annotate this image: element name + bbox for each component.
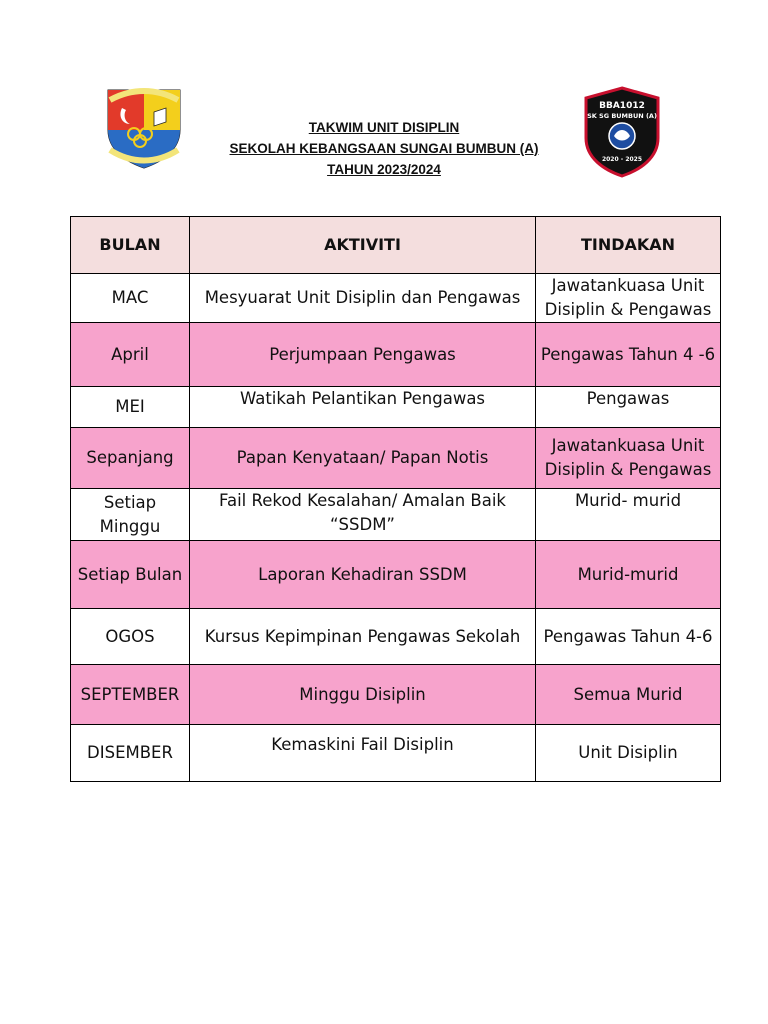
school-crest-logo xyxy=(104,86,184,170)
cell-tindakan: Murid- murid xyxy=(536,489,721,541)
cell-bulan: MAC xyxy=(71,274,190,323)
header-title: TAKWIM UNIT DISIPLIN xyxy=(308,120,460,135)
cell-tindakan: Pengawas Tahun 4 -6 xyxy=(536,323,721,387)
table-row xyxy=(71,665,721,725)
cell-aktiviti: Kursus Kepimpinan Pengawas Sekolah xyxy=(190,609,536,665)
table-row xyxy=(71,323,721,387)
cell-tindakan: Pengawas Tahun 4-6 xyxy=(536,609,721,665)
table-row xyxy=(71,387,721,428)
column-header-aktiviti: AKTIVITI xyxy=(190,217,536,274)
table-row xyxy=(71,609,721,665)
table-row xyxy=(71,428,721,489)
table-row xyxy=(71,489,721,541)
cell-tindakan: Semua Murid xyxy=(536,665,721,725)
column-header-bulan: BULAN xyxy=(71,217,190,274)
cell-aktiviti: Papan Kenyataan/ Papan Notis xyxy=(190,428,536,489)
column-header-tindakan: TINDAKAN xyxy=(536,217,721,274)
unit-emblem-logo xyxy=(582,86,662,178)
cell-aktiviti: Minggu Disiplin xyxy=(190,665,536,725)
header-year: TAHUN 2023/2024 xyxy=(327,162,441,177)
cell-aktiviti: Mesyuarat Unit Disiplin dan Pengawas xyxy=(190,274,536,323)
cell-bulan: DISEMBER xyxy=(71,725,190,782)
svg-text:2020 - 2025: 2020 - 2025 xyxy=(601,156,643,163)
svg-text:BBA1012: BBA1012 xyxy=(599,101,645,111)
svg-text:SK SG BUMBUN (A): SK SG BUMBUN (A) xyxy=(587,112,657,120)
cell-tindakan: Jawatankuasa Unit Disiplin & Pengawas xyxy=(536,274,721,323)
cell-aktiviti: Laporan Kehadiran SSDM xyxy=(190,541,536,609)
cell-aktiviti: Watikah Pelantikan Pengawas xyxy=(190,387,536,428)
cell-bulan: Setiap Bulan xyxy=(71,541,190,609)
table-row xyxy=(71,541,721,609)
table-header-row xyxy=(71,217,721,274)
cell-bulan: OGOS xyxy=(71,609,190,665)
cell-bulan: MEI xyxy=(71,387,190,428)
cell-tindakan: Jawatankuasa Unit Disiplin & Pengawas xyxy=(536,428,721,489)
document-header xyxy=(190,117,578,180)
cell-aktiviti: Fail Rekod Kesalahan/ Amalan Baik “SSDM” xyxy=(190,489,536,541)
table-row xyxy=(71,725,721,782)
cell-bulan: Sepanjang xyxy=(71,428,190,489)
cell-tindakan: Unit Disiplin xyxy=(536,725,721,782)
cell-tindakan: Murid-murid xyxy=(536,541,721,609)
header-school: SEKOLAH KEBANGSAAN SUNGAI BUMBUN (A) xyxy=(229,141,539,156)
cell-aktiviti: Kemaskini Fail Disiplin xyxy=(190,725,536,782)
cell-bulan: April xyxy=(71,323,190,387)
takwim-table xyxy=(70,216,721,782)
cell-aktiviti: Perjumpaan Pengawas xyxy=(190,323,536,387)
cell-tindakan: Pengawas xyxy=(536,387,721,428)
cell-bulan: SEPTEMBER xyxy=(71,665,190,725)
table-row xyxy=(71,274,721,323)
cell-bulan: Setiap Minggu xyxy=(71,489,190,541)
